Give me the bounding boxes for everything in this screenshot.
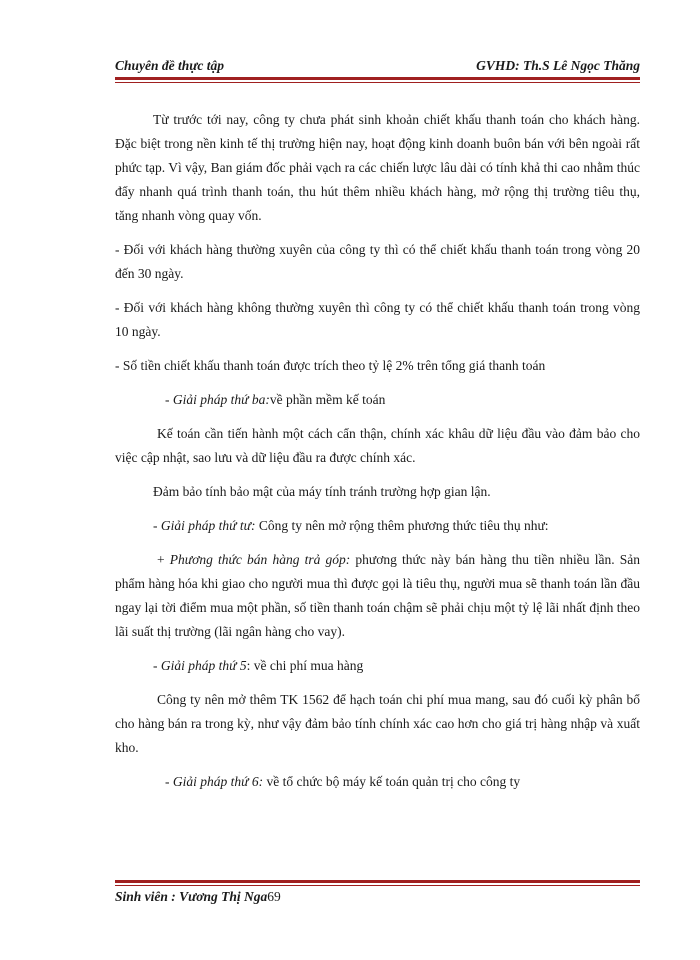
bullet-prefix: - — [153, 518, 161, 533]
paragraph-5 — [115, 388, 640, 412]
page-header — [115, 58, 640, 74]
page-footer — [115, 889, 281, 905]
footer-divider — [115, 880, 640, 886]
solution-6-text: về tổ chức bộ máy kế toán quản trị cho công ty — [263, 774, 521, 789]
paragraph-3: - Đối với khách hàng không thường xuyên thì công ty có thể chiết khấu thanh toán trong vòng 10 ngày. — [115, 300, 640, 339]
paragraph-6: Kế toán cần tiến hành một cách cẩn thận, chính xác khâu dữ liệu đầu vào đảm bảo cho việc cập nhật, sao lưu và dữ liệu đầu ra được chính xác. — [115, 426, 640, 465]
footer-student-name: Sinh viên : Vương Thị Nga — [115, 889, 268, 904]
installment-text: phương thức này bán hàng thu tiền nhiều lần. Sản phẩm hàng hóa khi giao cho người mua thì được gọi là tiêu thụ, người mua sẽ thanh toán lần đầu ngay lại tời điểm mua một phần, số tiền thanh toán chậm sẽ phải chịu một tỷ lệ lãi nhất định theo lãi suất thị trường (lãi ngân hàng cho vay). — [115, 552, 640, 639]
solution-4-text: Công ty nên mở rộng thêm phương thức tiêu thụ như: — [255, 518, 549, 533]
paragraph-4: - Số tiền chiết khấu thanh toán được trích theo tỷ lệ 2% trên tổng giá thanh toán — [115, 358, 546, 373]
paragraph-8 — [115, 514, 640, 538]
solution-6-heading: Giải pháp thứ 6: — [172, 774, 264, 789]
document-body — [115, 108, 640, 794]
solution-5-heading: Giải pháp thứ 5 — [160, 658, 247, 673]
solution-4-heading: Giải pháp thứ tư: — [160, 518, 256, 533]
paragraph-2: - Đối với khách hàng thường xuyên của công ty thì có thể chiết khấu thanh toán trong vòng 20 đến 30 ngày. — [115, 242, 640, 281]
paragraph-1: Từ trước tới nay, công ty chưa phát sinh khoản chiết khấu thanh toán cho khách hàng. Đặc biệt trong nền kinh tế thị trường hiện nay, hoạt động kinh doanh buôn bán với bên ngoài rất phức tạp. Vì vậy, Ban giám đốc phải vạch ra các chiến lược lâu dài có tính khả thi cao nhằm thúc đẩy nhanh quá trình thanh toán, thu hút thêm nhiều khách hàng, mở rộng thị trường tiêu thụ, tăng nhanh vòng quay vốn. — [115, 112, 640, 223]
bullet-prefix: - — [153, 658, 161, 673]
header-right-supervisor: GVHD: Th.S Lê Ngọc Thăng — [476, 58, 640, 73]
header-divider — [115, 77, 640, 83]
paragraph-10 — [115, 654, 640, 678]
bullet-prefix: - — [165, 392, 173, 407]
bullet-prefix: - — [165, 774, 173, 789]
page-number: 69 — [267, 889, 281, 904]
paragraph-9 — [115, 548, 640, 644]
installment-heading: Phương thức bán hàng trả góp: — [169, 552, 351, 567]
paragraph-12 — [115, 770, 640, 794]
paragraph-7: Đảm bảo tính bảo mật của máy tính tránh trường hợp gian lận. — [153, 484, 491, 499]
bullet-prefix: + — [157, 552, 170, 567]
solution-3-text: về phần mềm kế toán — [269, 392, 386, 407]
solution-3-heading: Giải pháp thứ ba: — [172, 392, 270, 407]
paragraph-11: Công ty nên mở thêm TK 1562 để hạch toán chi phí mua mang, sau đó cuối kỳ phân bổ cho hàng bán ra trong kỳ, như vậy đảm bảo tính chính xác cao hơn cho giá trị hàng nhập và xuất kho. — [115, 692, 640, 755]
header-left-title: Chuyên đề thực tập — [115, 58, 224, 73]
solution-5-text: : về chi phí mua hàng — [246, 658, 364, 673]
